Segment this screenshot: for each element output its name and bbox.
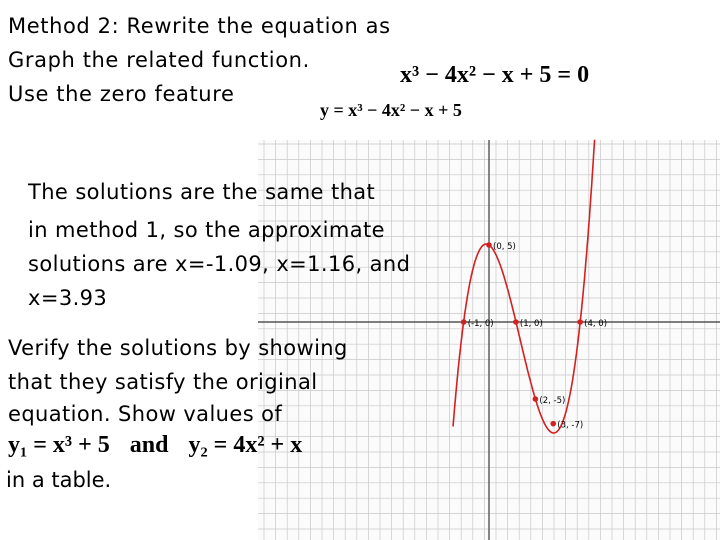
solutions-line: x=3.93 [28,286,108,310]
verify-line: equation. Show values of [8,402,283,426]
graph-instruction: Graph the related function. [8,48,310,72]
data-point [533,396,539,402]
data-point [550,421,556,427]
point-label: (2, -5) [539,396,566,406]
data-point [577,319,583,325]
data-point [513,319,519,325]
equation-y1-y2 [8,432,302,459]
verify-line: that they satisfy the original [8,370,318,394]
point-label: (0, 5) [493,242,516,252]
point-label: (3, -7) [557,420,584,431]
point-label: (1, 0) [519,319,543,329]
point-label: (-1, 0) [467,319,494,329]
table-instruction: in a table. [6,468,112,492]
equation-y2: y₂ = 4x² + x [188,432,303,458]
equation-y1: y₁ = x³ + 5 [8,432,110,458]
solutions-line: in method 1, so the approximate [28,218,385,242]
data-point [461,319,467,325]
equation-zero: x³ − 4x² − x + 5 = 0 [400,62,590,88]
equation-function: y = x³ − 4x² − x + 5 [320,100,462,120]
equation-and: and [129,432,169,458]
verify-line: Verify the solutions by showing [8,336,348,360]
point-label: (4, 0) [584,319,608,329]
solutions-line: The solutions are the same that [28,180,376,204]
method-heading: Method 2: Rewrite the equation as [8,14,391,38]
zero-feature-instruction: Use the zero feature [8,82,235,106]
solutions-line: solutions are x=-1.09, x=1.16, and [28,252,411,276]
data-point [486,242,492,248]
